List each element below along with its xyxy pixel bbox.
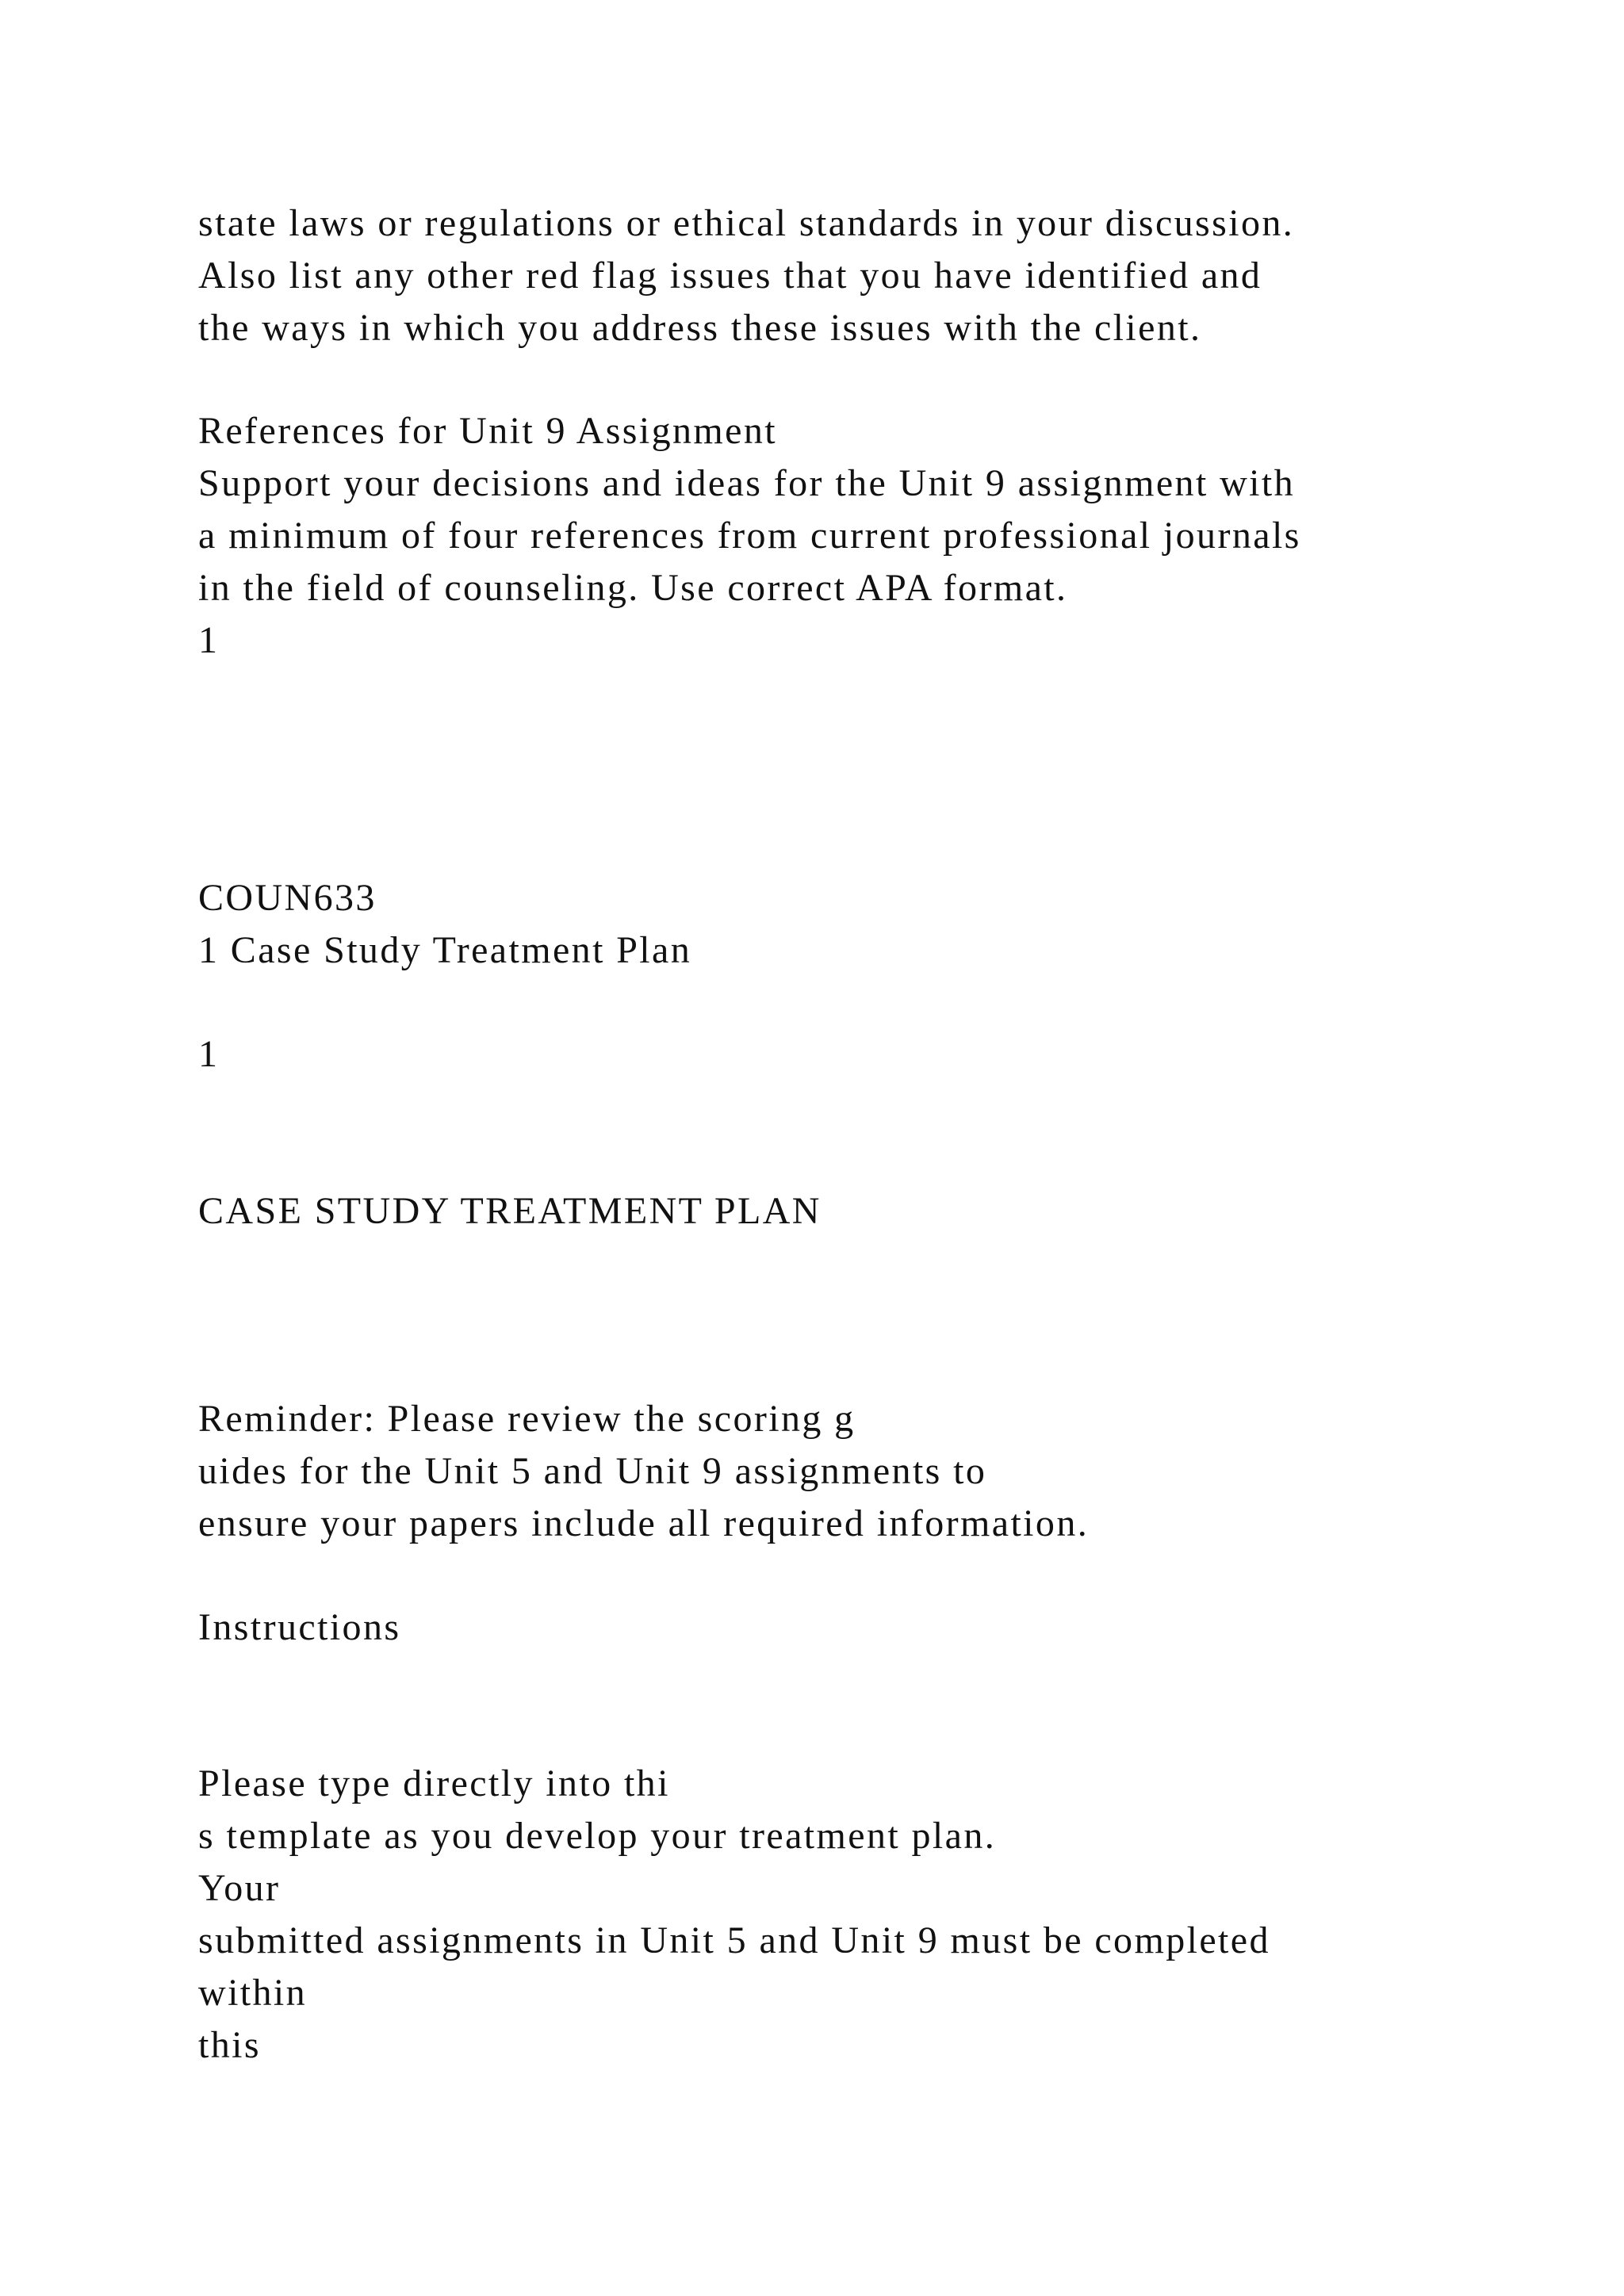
reminder-line: ensure your papers include all required information.	[198, 1502, 1090, 1544]
text-line: this	[198, 2024, 261, 2066]
text-line: Please type directly into thi	[198, 1762, 670, 1804]
reminder-line: Reminder: Please review the scoring g	[198, 1398, 856, 1440]
text-line: the ways in which you address these issues with the client.	[198, 307, 1202, 349]
text-line: Support your decisions and ideas for the Unit 9 assignment with	[198, 462, 1296, 504]
document-title: CASE STUDY TREATMENT PLAN	[198, 1190, 822, 1232]
section-heading-references: References for Unit 9 Assignment	[198, 410, 777, 452]
running-header: 1 Case Study Treatment Plan	[198, 929, 692, 971]
text-line: in the field of counseling. Use correct APA format.	[198, 567, 1068, 609]
text-line: s template as you develop your treatment plan.	[198, 1815, 997, 1857]
text-line: submitted assignments in Unit 5 and Unit 9 must be completed	[198, 1919, 1270, 1961]
text-line: a minimum of four references from current professional journals	[198, 515, 1301, 557]
text-line: state laws or regulations or ethical standards in your discussion.	[198, 202, 1295, 244]
page-number: 1	[198, 1033, 220, 1075]
page-number: 1	[198, 619, 220, 661]
section-heading-instructions: Instructions	[198, 1606, 401, 1648]
text-line: within	[198, 1972, 308, 2014]
reminder-line: uides for the Unit 5 and Unit 9 assignments to	[198, 1450, 987, 1492]
text-line: Your	[198, 1867, 281, 1909]
course-code: COUN633	[198, 877, 377, 919]
text-line: Also list any other red flag issues that you have identified and	[198, 254, 1262, 297]
